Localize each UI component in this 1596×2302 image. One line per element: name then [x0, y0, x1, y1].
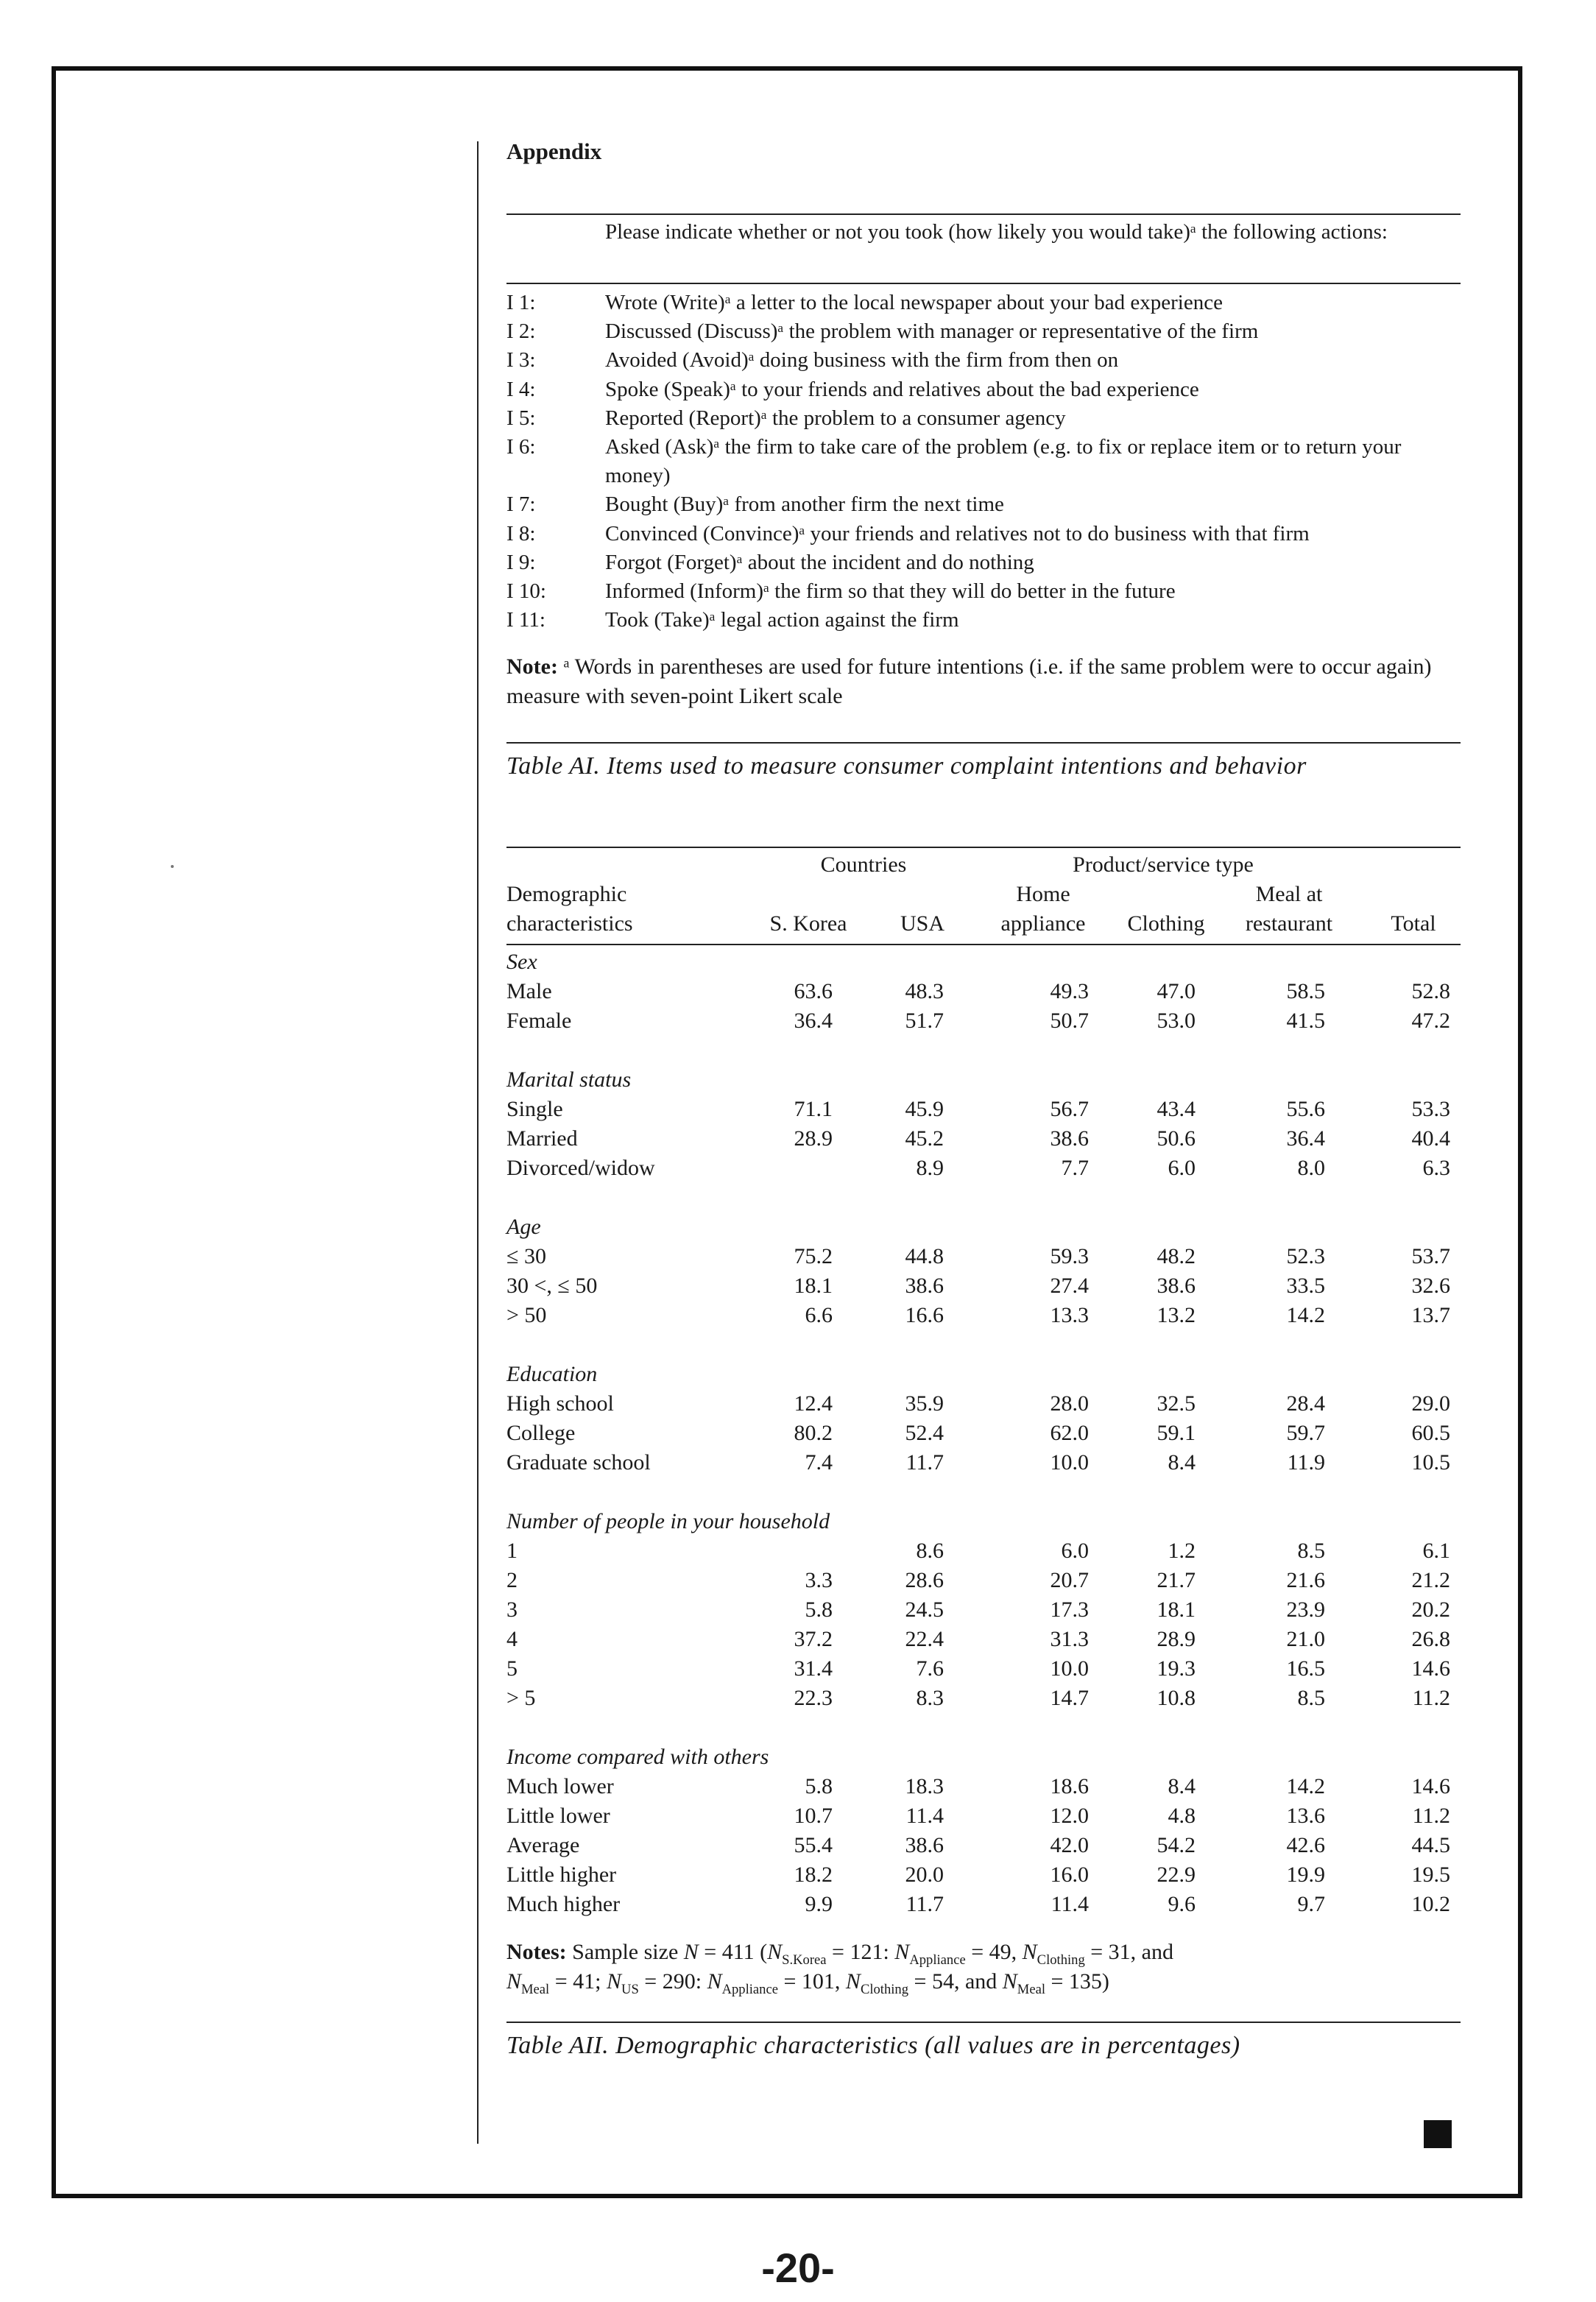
row-label: Average [506, 1833, 580, 1857]
table2-section-row [506, 1067, 1461, 1097]
table1-item-id: I 4: [506, 377, 536, 401]
table2-section-row [506, 1362, 1461, 1391]
table1-items [506, 289, 1461, 635]
cell-usa: 51.7 [905, 1009, 944, 1033]
table1-note [506, 652, 1462, 711]
cell-clothing: 54.2 [1157, 1833, 1196, 1857]
row-label: 2 [506, 1568, 518, 1592]
cell-clothing: 18.1 [1157, 1597, 1196, 1622]
row-label: Single [506, 1097, 563, 1121]
left-margin-rule [477, 141, 479, 2144]
section-title: Sex [506, 950, 537, 974]
cell-s-korea: 3.3 [805, 1568, 833, 1592]
cell-usa: 48.3 [905, 979, 944, 1003]
table-row [506, 1656, 1461, 1686]
cell-meal-at-restaurant: 14.2 [1286, 1774, 1325, 1798]
table-row [506, 979, 1461, 1009]
cell-home-appliance: 6.0 [1061, 1539, 1089, 1563]
table2-section-row [506, 1215, 1461, 1244]
cell-meal-at-restaurant: 41.5 [1286, 1009, 1325, 1033]
table1-intro: Please indicate whether or not you took (how likely you would take)ᵃ the following actions: [605, 220, 1388, 244]
table1-item-row [506, 520, 1461, 548]
table1-item-text: Informed (Inform)ᵃ the firm so that they will do better in the future [605, 579, 1176, 604]
cell-home-appliance: 42.0 [1050, 1833, 1089, 1857]
table1-item-row [506, 548, 1461, 577]
table1-item-row [506, 346, 1461, 375]
table1-item-row [506, 404, 1461, 433]
row-label: Married [506, 1126, 578, 1151]
table2-top-rule [506, 847, 1461, 848]
table-row [506, 1804, 1461, 1833]
cell-usa: 44.8 [905, 1244, 944, 1268]
table1-item-row [506, 433, 1461, 490]
cell-total: 26.8 [1411, 1627, 1450, 1651]
cell-total: 32.6 [1411, 1274, 1450, 1298]
cell-meal-at-restaurant: 19.9 [1286, 1863, 1325, 1887]
cell-s-korea: 75.2 [794, 1244, 833, 1268]
cell-clothing: 21.7 [1157, 1568, 1196, 1592]
table1-item-row [506, 606, 1461, 635]
cell-usa: 35.9 [905, 1391, 944, 1416]
cell-meal-at-restaurant: 28.4 [1286, 1391, 1325, 1416]
row-label: 30 <, ≤ 50 [506, 1274, 598, 1298]
row-label: > 5 [506, 1686, 536, 1710]
header-usa: USA [900, 911, 945, 936]
table1-item-row [506, 289, 1461, 317]
cell-clothing: 28.9 [1157, 1627, 1196, 1651]
cell-clothing: 53.0 [1157, 1009, 1196, 1033]
table-row [506, 1274, 1461, 1303]
cell-home-appliance: 12.0 [1050, 1804, 1089, 1828]
cell-home-appliance: 10.0 [1050, 1656, 1089, 1681]
cell-usa: 20.0 [905, 1863, 944, 1887]
table-row [506, 1097, 1461, 1126]
cell-meal-at-restaurant: 13.6 [1286, 1804, 1325, 1828]
cell-usa: 38.6 [905, 1833, 944, 1857]
table-row [506, 1539, 1461, 1568]
cell-s-korea: 63.6 [794, 979, 833, 1003]
cell-s-korea: 18.2 [794, 1863, 833, 1887]
cell-total: 14.6 [1411, 1774, 1450, 1798]
row-label: Little lower [506, 1804, 610, 1828]
table2-section-row [506, 950, 1461, 979]
table2-section-row [506, 1745, 1461, 1774]
cell-s-korea: 10.7 [794, 1804, 833, 1828]
cell-clothing: 22.9 [1157, 1863, 1196, 1887]
cell-clothing: 19.3 [1157, 1656, 1196, 1681]
section-title: Education [506, 1362, 598, 1386]
cell-usa: 16.6 [905, 1303, 944, 1327]
table1-item-id: I 10: [506, 579, 546, 604]
row-label: 1 [506, 1539, 518, 1563]
cell-home-appliance: 49.3 [1050, 979, 1089, 1003]
cell-total: 19.5 [1411, 1863, 1450, 1887]
header-demographic: Demographic [506, 882, 627, 906]
cell-home-appliance: 14.7 [1050, 1686, 1089, 1710]
table1-item-text: Forgot (Forget)ᵃ about the incident and do nothing [605, 550, 1034, 574]
table1-note-label: Note: [506, 654, 558, 679]
cell-meal-at-restaurant: 21.6 [1286, 1568, 1325, 1592]
cell-home-appliance: 50.7 [1050, 1009, 1089, 1033]
section-title: Marital status [506, 1067, 632, 1092]
table-row [506, 1686, 1461, 1715]
table2-notes: Notes: Sample size N = 411 ($N_{S.Korea} = 121$: $N_{Appliance} = 49$, $N_{Clothing} = 31$, and $N_{Meal} = 41$; $N_{US} = 290$: $N_{Appliance} = 101$, $N_{Clothing} = 54$, and $N_{Meal} = 135$) [506, 1940, 1173, 1997]
table2-notes-label: Notes: [506, 1940, 567, 1964]
table2-header-rule [506, 944, 1461, 945]
cell-s-korea: 12.4 [794, 1391, 833, 1416]
cell-clothing: 9.6 [1168, 1892, 1196, 1916]
section-title: Number of people in your household [506, 1509, 830, 1533]
cell-s-korea: 9.9 [805, 1892, 833, 1916]
group-header-product-service: Product/service type [1073, 852, 1254, 877]
cell-clothing: 4.8 [1168, 1804, 1196, 1828]
cell-meal-at-restaurant: 58.5 [1286, 979, 1325, 1003]
cell-total: 20.2 [1411, 1597, 1450, 1622]
cell-total: 13.7 [1411, 1303, 1450, 1327]
table1-item-row [506, 317, 1461, 346]
table2-section-row [506, 1509, 1461, 1539]
cell-s-korea: 31.4 [794, 1656, 833, 1681]
cell-total: 47.2 [1411, 1009, 1450, 1033]
cell-meal-at-restaurant: 8.0 [1297, 1156, 1325, 1180]
table1-item-row [506, 375, 1461, 404]
cell-home-appliance: 18.6 [1050, 1774, 1089, 1798]
cell-home-appliance: 7.7 [1061, 1156, 1089, 1180]
row-label: Divorced/widow [506, 1156, 655, 1180]
table1-item-text: Spoke (Speak)ᵃ to your friends and relatives about the bad experience [605, 377, 1199, 401]
group-header-countries: Countries [820, 852, 907, 877]
cell-home-appliance: 11.4 [1051, 1892, 1089, 1916]
table-row [506, 1833, 1461, 1863]
page-number: -20- [761, 2245, 835, 2291]
scan-speck [171, 865, 174, 868]
table1-item-text: Took (Take)ᵃ legal action against the firm [605, 608, 959, 632]
cell-usa: 38.6 [905, 1274, 944, 1298]
table2-bottom-rule [506, 2022, 1461, 2023]
table-row [506, 1774, 1461, 1804]
cell-meal-at-restaurant: 8.5 [1297, 1539, 1325, 1563]
cell-total: 60.5 [1411, 1421, 1450, 1445]
cell-total: 6.3 [1422, 1156, 1450, 1180]
cell-total: 44.5 [1411, 1833, 1450, 1857]
cell-s-korea: 22.3 [794, 1686, 833, 1710]
table1-item-text: Reported (Report)ᵃ the problem to a consumer agency [605, 406, 1066, 430]
cell-usa: 8.6 [916, 1539, 944, 1563]
table1-item-text: Wrote (Write)ᵃ a letter to the local newspaper about your bad experience [605, 291, 1223, 314]
cell-meal-at-restaurant: 16.5 [1286, 1656, 1325, 1681]
cell-s-korea: 80.2 [794, 1421, 833, 1445]
cell-clothing: 1.2 [1168, 1539, 1196, 1563]
table1-item-id: I 2: [506, 319, 536, 344]
cell-usa: 18.3 [905, 1774, 944, 1798]
cell-usa: 11.4 [905, 1804, 944, 1828]
header-clothing: Clothing [1127, 911, 1205, 936]
cell-s-korea: 5.8 [805, 1597, 833, 1622]
cell-home-appliance: 31.3 [1050, 1627, 1089, 1651]
header-characteristics: characteristics [506, 911, 633, 936]
cell-clothing: 32.5 [1157, 1391, 1196, 1416]
table-row [506, 1303, 1461, 1332]
table1-item-text: Bought (Buy)ᵃ from another firm the next time [605, 492, 1004, 517]
cell-meal-at-restaurant: 8.5 [1297, 1686, 1325, 1710]
cell-total: 53.7 [1411, 1244, 1450, 1268]
table-row [506, 1597, 1461, 1627]
cell-usa: 28.6 [905, 1568, 944, 1592]
table1-item-text: Avoided (Avoid)ᵃ doing business with the firm from then on [605, 348, 1119, 373]
row-label: College [506, 1421, 576, 1445]
cell-meal-at-restaurant: 14.2 [1286, 1303, 1325, 1327]
table2-caption: Table AII. Demographic characteristics (all values are in percentages) [506, 2032, 1240, 2059]
row-label: Little higher [506, 1863, 617, 1887]
cell-s-korea: 71.1 [794, 1097, 833, 1121]
end-of-article-mark [1424, 2120, 1452, 2148]
table-row [506, 1627, 1461, 1656]
cell-usa: 45.2 [905, 1126, 944, 1151]
header-s-korea: S. Korea [769, 911, 847, 936]
cell-s-korea: 18.1 [794, 1274, 833, 1298]
cell-total: 10.2 [1411, 1892, 1450, 1916]
cell-s-korea: 5.8 [805, 1774, 833, 1798]
cell-s-korea: 55.4 [794, 1833, 833, 1857]
row-label: Graduate school [506, 1450, 651, 1475]
cell-home-appliance: 20.7 [1050, 1568, 1089, 1592]
cell-clothing: 50.6 [1157, 1126, 1196, 1151]
table1-item-id: I 3: [506, 348, 536, 373]
cell-clothing: 59.1 [1157, 1421, 1196, 1445]
cell-clothing: 48.2 [1157, 1244, 1196, 1268]
table1-top-rule [506, 213, 1461, 215]
cell-usa: 8.9 [916, 1156, 944, 1180]
cell-meal-at-restaurant: 9.7 [1297, 1892, 1325, 1916]
header-home: Home [1016, 882, 1070, 906]
cell-s-korea: 36.4 [794, 1009, 833, 1033]
table-row [506, 1244, 1461, 1274]
table1-item-id: I 1: [506, 291, 536, 314]
header-appliance: appliance [1000, 911, 1086, 936]
cell-meal-at-restaurant: 33.5 [1286, 1274, 1325, 1298]
cell-usa: 24.5 [905, 1597, 944, 1622]
row-label: > 50 [506, 1303, 547, 1327]
cell-clothing: 38.6 [1157, 1274, 1196, 1298]
table1-item-id: I 5: [506, 406, 536, 430]
cell-meal-at-restaurant: 52.3 [1286, 1244, 1325, 1268]
cell-home-appliance: 56.7 [1050, 1097, 1089, 1121]
cell-meal-at-restaurant: 36.4 [1286, 1126, 1325, 1151]
table1-note-text: ᵃ Words in parentheses are used for future intentions (i.e. if the same problem were to occur again) measure with seven-point Likert scale [506, 654, 1432, 708]
table-row [506, 1126, 1461, 1156]
row-label: ≤ 30 [506, 1244, 546, 1268]
table1-item-text: Asked (Ask)ᵃ the firm to take care of the problem (e.g. to fix or replace item or to return your money) [605, 435, 1402, 488]
row-label: 4 [506, 1627, 518, 1651]
table-row [506, 1450, 1461, 1480]
cell-s-korea: 37.2 [794, 1627, 833, 1651]
cell-home-appliance: 59.3 [1050, 1244, 1089, 1268]
cell-clothing: 43.4 [1157, 1097, 1196, 1121]
appendix-title: Appendix [506, 138, 602, 164]
cell-meal-at-restaurant: 11.9 [1287, 1450, 1325, 1475]
cell-s-korea: 28.9 [794, 1126, 833, 1151]
cell-s-korea: 6.6 [805, 1303, 833, 1327]
cell-total: 53.3 [1411, 1097, 1450, 1121]
cell-total: 6.1 [1422, 1539, 1450, 1563]
cell-home-appliance: 27.4 [1050, 1274, 1089, 1298]
header-total: Total [1391, 911, 1436, 936]
table-row [506, 1009, 1461, 1038]
section-title: Age [506, 1215, 541, 1239]
cell-clothing: 8.4 [1168, 1774, 1196, 1798]
row-label: High school [506, 1391, 614, 1416]
cell-s-korea: 7.4 [805, 1450, 833, 1475]
table1-item-id: I 7: [506, 492, 536, 517]
header-restaurant: restaurant [1245, 911, 1333, 936]
table1-item-row [506, 490, 1461, 519]
cell-home-appliance: 16.0 [1050, 1863, 1089, 1887]
cell-total: 10.5 [1411, 1450, 1450, 1475]
cell-meal-at-restaurant: 42.6 [1286, 1833, 1325, 1857]
cell-total: 11.2 [1412, 1686, 1450, 1710]
cell-meal-at-restaurant: 59.7 [1286, 1421, 1325, 1445]
cell-total: 21.2 [1411, 1568, 1450, 1592]
cell-home-appliance: 17.3 [1050, 1597, 1089, 1622]
cell-clothing: 13.2 [1157, 1303, 1196, 1327]
cell-total: 52.8 [1411, 979, 1450, 1003]
row-label: Much lower [506, 1774, 614, 1798]
table-row [506, 1156, 1461, 1185]
cell-total: 14.6 [1411, 1656, 1450, 1681]
cell-home-appliance: 28.0 [1050, 1391, 1089, 1416]
row-label: Much higher [506, 1892, 621, 1916]
table1-item-row [506, 577, 1461, 606]
cell-usa: 11.7 [905, 1892, 944, 1916]
cell-clothing: 47.0 [1157, 979, 1196, 1003]
table-row [506, 1421, 1461, 1450]
cell-total: 11.2 [1412, 1804, 1450, 1828]
cell-clothing: 6.0 [1168, 1156, 1196, 1180]
table1-bottom-rule [506, 742, 1461, 744]
table1-item-id: I 8: [506, 521, 536, 546]
cell-meal-at-restaurant: 23.9 [1286, 1597, 1325, 1622]
cell-home-appliance: 38.6 [1050, 1126, 1089, 1151]
section-title: Income compared with others [506, 1745, 769, 1769]
cell-usa: 11.7 [905, 1450, 944, 1475]
cell-usa: 52.4 [905, 1421, 944, 1445]
cell-home-appliance: 13.3 [1050, 1303, 1089, 1327]
cell-usa: 7.6 [916, 1656, 944, 1681]
cell-home-appliance: 10.0 [1050, 1450, 1089, 1475]
cell-home-appliance: 62.0 [1050, 1421, 1089, 1445]
row-label: Male [506, 979, 552, 1003]
row-label: Female [506, 1009, 572, 1033]
cell-clothing: 10.8 [1157, 1686, 1196, 1710]
table1-item-text: Discussed (Discuss)ᵃ the problem with manager or representative of the firm [605, 319, 1259, 344]
table1-item-id: I 6: [506, 435, 536, 459]
cell-meal-at-restaurant: 21.0 [1286, 1627, 1325, 1651]
cell-usa: 22.4 [905, 1627, 944, 1651]
cell-usa: 45.9 [905, 1097, 944, 1121]
table1-caption: Table AI. Items used to measure consumer complaint intentions and behavior [506, 752, 1307, 780]
header-meal: Meal at [1255, 882, 1323, 906]
row-label: 3 [506, 1597, 518, 1622]
table-row [506, 1863, 1461, 1892]
table1-item-text: Convinced (Convince)ᵃ your friends and relatives not to do business with that firm [605, 521, 1310, 546]
cell-total: 29.0 [1411, 1391, 1450, 1416]
table1-item-id: I 9: [506, 550, 536, 574]
cell-total: 40.4 [1411, 1126, 1450, 1151]
cell-clothing: 8.4 [1168, 1450, 1196, 1475]
cell-meal-at-restaurant: 55.6 [1286, 1097, 1325, 1121]
table1-item-id: I 11: [506, 608, 545, 632]
table-row [506, 1892, 1461, 1921]
row-label: 5 [506, 1656, 518, 1681]
table-row [506, 1391, 1461, 1421]
cell-usa: 8.3 [916, 1686, 944, 1710]
table1-header-rule [506, 283, 1461, 284]
table-row [506, 1568, 1461, 1597]
